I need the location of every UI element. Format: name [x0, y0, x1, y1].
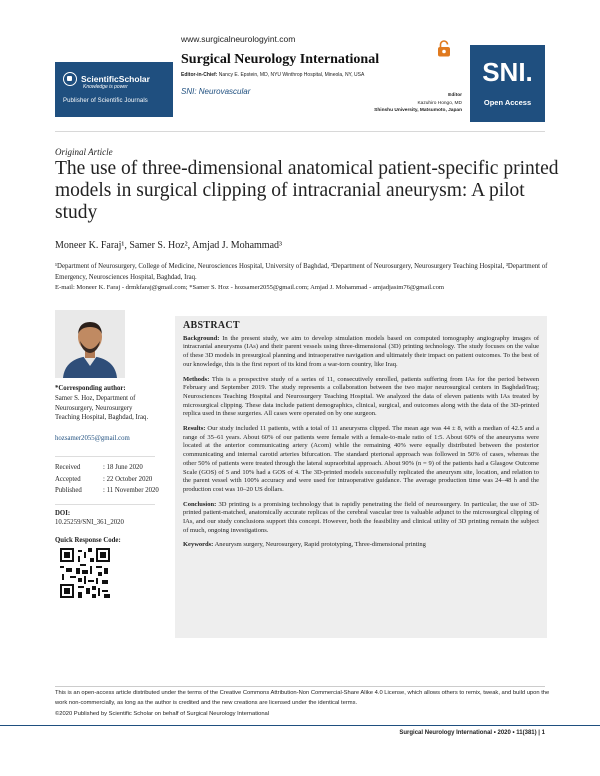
header-divider: [55, 131, 545, 132]
abstract-conclusion: [183, 501, 539, 536]
eic-label: Editor-in-Chief:: [181, 72, 218, 78]
author-photo: [55, 310, 125, 378]
qr-code[interactable]: [60, 548, 110, 598]
sidebar-divider: [55, 504, 155, 505]
date-key: Accepted: [55, 475, 81, 483]
footer-divider: [55, 686, 545, 687]
editor-affil: Shinshu University, Matsumoto, Japan: [374, 108, 462, 113]
corresponding-author-label: *Corresponding author:: [55, 385, 126, 392]
abstract-section-label: Background:: [183, 334, 220, 342]
date-value: : 11 November 2020: [103, 487, 159, 494]
article-title: The use of three-dimensional anatomical patient-specific printed models in surgical clipping of intracranial aneurysm: A pilot study: [55, 158, 559, 223]
publisher-tagline: Knowledge is power: [83, 84, 128, 90]
journal-title: Surgical Neurology International: [181, 52, 380, 67]
abstract-section-label: Methods:: [183, 375, 210, 383]
abstract-section-label: Results:: [183, 425, 206, 433]
sidebar-divider: [55, 456, 155, 457]
abstract-keywords: [183, 541, 539, 550]
editor-block: [370, 92, 462, 115]
date-key: Received: [55, 464, 81, 471]
qr-code-label: Quick Response Code:: [55, 537, 121, 544]
date-key: Published: [55, 487, 82, 494]
abstract-section-text: Aneurysm surgery, Neurosurgery, Rapid prototyping, Three-dimensional printing: [213, 541, 426, 549]
date-row: [55, 474, 159, 486]
abstract-methods: [183, 376, 539, 420]
page-info: Surgical Neurology International • 2020 • 11(381) | 1: [399, 730, 545, 736]
publisher-name: ScientificScholar: [81, 74, 150, 84]
editor-name: Kazuhiro Hongo, MD: [417, 100, 462, 106]
date-row: [55, 485, 159, 497]
journal-url[interactable]: www.surgicalneurologyint.com: [181, 34, 296, 44]
open-access-label: Open Access: [483, 98, 532, 107]
open-access-lock-icon: [437, 40, 451, 57]
date-value: : 18 June 2020: [103, 464, 143, 471]
license-text: This is an open-access article distributed under the terms of the Creative Commons Attribution-Non Commercial-Share Alike 4.0 License, which allows others to remix, tweak, and build upon the work non-commercially, as long as the author is credited and the new creations are licensed under the identical terms.: [55, 690, 550, 706]
abstract-box: [175, 316, 547, 638]
copyright-text: ©2020 Published by Scientific Scholar on behalf of Surgical Neurology International: [55, 711, 270, 717]
abstract-section-text: In the present study, we aim to develop simulation models based on computed tomography angiography images of intracranial aneurysms (IAs) and their parent vessels using three-dimensional (3D) printing technology. The study focuses on the value of these 3D models in presurgical planning and intraoperative navigation and ultimately their impact on patient outcomes. To the best of our knowledge, this is the first report of its kind from a war-torn country, like Iraq.: [183, 334, 539, 368]
sni-logo-text: SNI.: [482, 57, 533, 87]
doi-label: DOI:: [55, 510, 71, 517]
abstract-section-text: This is a prospective study of a series of 11, consecutively enrolled, patients suffering from IAs for the period between February and September 2019. The study represents a collaboration between the two major neurosurgical centers in Baghdad/Iraq; Neurosciences Teaching Hospital and Neurosurgery Teaching Hospital. We analyzed the data of eleven patients with IAs treated by microsurgical clipping. These data include patient demographics, clinical, surgical, and outcomes along with the data of the 3D-printed replica used in these surgeries. All cases were operated on by one surgeon.: [183, 375, 539, 418]
editor-label: Editor: [448, 93, 462, 98]
author-emails: E-mail: Moneer K. Faraj - drmkfaraj@gmail.com; *Samer S. Hoz - hozsamer2055@gmail.com; Amjad J. Mohammad - amjadjasim76@gmail.com: [55, 284, 445, 291]
article-authors: Moneer K. Faraj¹, Samer S. Hoz², Amjad J. Mohammad³: [55, 240, 283, 251]
corresponding-author-details: Samer S. Hoz, Department of Neurosurgery, Neurosurgery Teaching Hospital, Baghdad, Iraq.: [55, 395, 149, 421]
article-dates: [55, 462, 159, 497]
abstract-section-text: 3D printing is a promising technology that is rapidly penetrating the field of neurosurgery. In particular, the use of 3D-printed patient-matched, anatomically accurate replicas of the cerebral vascular tree is valuable adjunct to the microsurgical clipping of IAs, and our study conclusions support this concept. However, both the feasibility and clinical utility of 3D printing remain the subject of much, ongoing investigations.: [183, 500, 539, 534]
doi-value[interactable]: 10.25259/SNI_361_2020: [55, 519, 124, 526]
publisher-logo: [55, 62, 173, 117]
bottom-rule: [0, 725, 600, 726]
section-tag: SNI: Neurovascular: [181, 87, 251, 96]
abstract-heading: ABSTRACT: [183, 320, 240, 331]
sni-badge: [470, 45, 545, 122]
article-affiliations: ¹Department of Neurosurgery, College of Medicine, Neurosciences Hospital, University of Baghdad, ²Department of Neurosurgery, Neurosurgery Teaching Hospital, ³Department of Emergency, Neurosciences Hospital, Baghdad, Iraq.: [55, 263, 548, 281]
abstract-section-label: Conclusion:: [183, 500, 217, 508]
eic-text: Nancy E. Epstein, MD, NYU Winthrop Hospital, Mineola, NY, USA: [218, 72, 365, 78]
date-row: [55, 462, 159, 474]
abstract-results: [183, 425, 539, 495]
article-type: Original Article: [55, 147, 113, 157]
scientific-scholar-logo-icon: [63, 72, 77, 86]
date-value: : 22 October 2020: [103, 475, 153, 483]
abstract-background: [183, 335, 539, 370]
editor-in-chief: [181, 72, 364, 78]
abstract-section-text: Our study included 11 patients, with a total of 11 aneurysms clipped. The mean age was 44 ± 8, with a median of 42.5 and a range of 35–61 years. About 60% of our patients were female with a female-to-male ratio of 1:5. About 60% of the aneurysms were located at the anterior communicating artery (Acom) while the remaining 40% were equally distributed between the posterior communicating and internal carotid arteries bifurcation. The standard pterional approach was followed in 50% of cases, whereas the other 50% of patients were treated through the lateral supraorbital approach. About 90% (n = 9) of the patients had a Glasgow Outcome Scale (GOS) of 5 and 10% had a GOS of 4. The 3D-printed models successfully replicated the aneurysm site, location, and relation to the parent vessel with 100% accuracy and were used for intraoperative guidance. The average production time was 24–48 h and the production cost was 10–20 US dollars.: [183, 425, 539, 493]
corresponding-author-email[interactable]: hozsamer2055@gmail.com: [55, 435, 130, 442]
publisher-subtitle: Publisher of Scientific Journals: [63, 98, 148, 104]
abstract-section-label: Keywords:: [183, 541, 214, 549]
